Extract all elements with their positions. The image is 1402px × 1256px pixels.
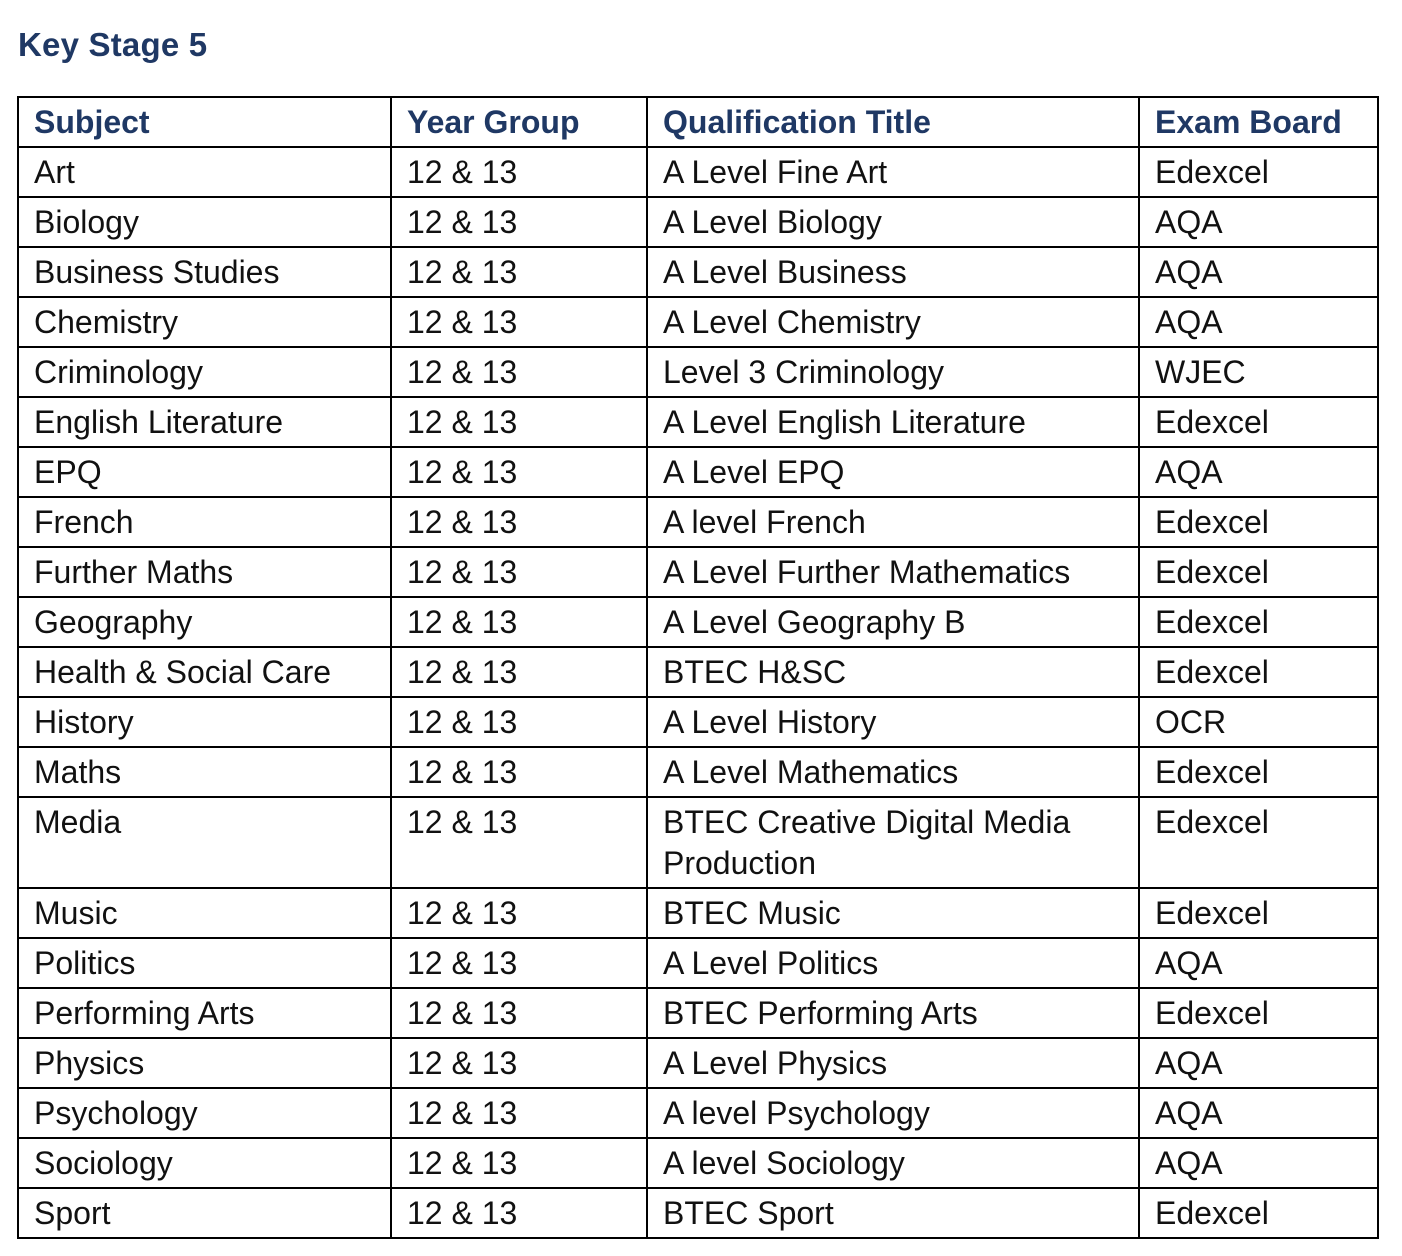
cell-exam-board: Edexcel xyxy=(1139,988,1378,1038)
cell-year-group: 12 & 13 xyxy=(391,597,647,647)
cell-subject: Geography xyxy=(18,597,391,647)
cell-subject: History xyxy=(18,697,391,747)
cell-exam-board: AQA xyxy=(1139,1038,1378,1088)
cell-subject: Sport xyxy=(18,1188,391,1238)
table-row xyxy=(18,197,1378,247)
cell-qualification-title: A Level Mathematics xyxy=(647,747,1139,797)
cell-qualification-title: A Level English Literature xyxy=(647,397,1139,447)
cell-exam-board: Edexcel xyxy=(1139,497,1378,547)
table-row xyxy=(18,697,1378,747)
cell-subject: Business Studies xyxy=(18,247,391,297)
cell-exam-board: Edexcel xyxy=(1139,797,1378,888)
cell-subject: Media xyxy=(18,797,391,888)
cell-year-group: 12 & 13 xyxy=(391,888,647,938)
table-row xyxy=(18,1088,1378,1138)
cell-subject: Physics xyxy=(18,1038,391,1088)
cell-qualification-title: A level Sociology xyxy=(647,1138,1139,1188)
cell-subject: Health & Social Care xyxy=(18,647,391,697)
table-row xyxy=(18,647,1378,697)
cell-year-group: 12 & 13 xyxy=(391,347,647,397)
table-row xyxy=(18,888,1378,938)
header-subject: Subject xyxy=(18,97,391,147)
cell-year-group: 12 & 13 xyxy=(391,938,647,988)
cell-exam-board: AQA xyxy=(1139,938,1378,988)
cell-year-group: 12 & 13 xyxy=(391,447,647,497)
table-row xyxy=(18,347,1378,397)
cell-year-group: 12 & 13 xyxy=(391,697,647,747)
cell-qualification-title: Level 3 Criminology xyxy=(647,347,1139,397)
cell-year-group: 12 & 13 xyxy=(391,1138,647,1188)
table-row xyxy=(18,1188,1378,1238)
cell-subject: Music xyxy=(18,888,391,938)
table-row xyxy=(18,497,1378,547)
cell-year-group: 12 & 13 xyxy=(391,247,647,297)
table-row xyxy=(18,597,1378,647)
table-row xyxy=(18,547,1378,597)
cell-subject: Further Maths xyxy=(18,547,391,597)
cell-exam-board: Edexcel xyxy=(1139,547,1378,597)
table-row xyxy=(18,1138,1378,1188)
cell-exam-board: AQA xyxy=(1139,247,1378,297)
cell-exam-board: AQA xyxy=(1139,297,1378,347)
cell-year-group: 12 & 13 xyxy=(391,147,647,197)
cell-exam-board: Edexcel xyxy=(1139,397,1378,447)
header-qualification-title: Qualification Title xyxy=(647,97,1139,147)
cell-qualification-title: A Level History xyxy=(647,697,1139,747)
table-row xyxy=(18,747,1378,797)
cell-year-group: 12 & 13 xyxy=(391,547,647,597)
cell-year-group: 12 & 13 xyxy=(391,1088,647,1138)
cell-subject: Performing Arts xyxy=(18,988,391,1038)
table-row xyxy=(18,247,1378,297)
cell-exam-board: Edexcel xyxy=(1139,888,1378,938)
cell-year-group: 12 & 13 xyxy=(391,1188,647,1238)
cell-qualification-title: BTEC Performing Arts xyxy=(647,988,1139,1038)
cell-subject: Psychology xyxy=(18,1088,391,1138)
cell-qualification-title: A Level Politics xyxy=(647,938,1139,988)
cell-subject: Criminology xyxy=(18,347,391,397)
cell-exam-board: AQA xyxy=(1139,197,1378,247)
cell-qualification-title: BTEC H&SC xyxy=(647,647,1139,697)
cell-qualification-title: A Level Biology xyxy=(647,197,1139,247)
table-row xyxy=(18,797,1378,888)
page-title: Key Stage 5 xyxy=(18,26,208,63)
cell-exam-board: Edexcel xyxy=(1139,147,1378,197)
cell-subject: French xyxy=(18,497,391,547)
table-row xyxy=(18,297,1378,347)
cell-subject: Sociology xyxy=(18,1138,391,1188)
cell-qualification-title: A Level EPQ xyxy=(647,447,1139,497)
table-row xyxy=(18,1038,1378,1088)
cell-exam-board: AQA xyxy=(1139,1088,1378,1138)
cell-year-group: 12 & 13 xyxy=(391,797,647,888)
cell-qualification-title: A Level Physics xyxy=(647,1038,1139,1088)
cell-qualification-title: BTEC Creative Digital Media Production xyxy=(647,797,1139,888)
cell-exam-board: AQA xyxy=(1139,1138,1378,1188)
header-year-group: Year Group xyxy=(391,97,647,147)
table-row xyxy=(18,988,1378,1038)
cell-subject: EPQ xyxy=(18,447,391,497)
table-row xyxy=(18,397,1378,447)
cell-exam-board: Edexcel xyxy=(1139,1188,1378,1238)
table-row xyxy=(18,147,1378,197)
cell-exam-board: AQA xyxy=(1139,447,1378,497)
cell-year-group: 12 & 13 xyxy=(391,747,647,797)
table-row xyxy=(18,938,1378,988)
cell-qualification-title: A level French xyxy=(647,497,1139,547)
cell-year-group: 12 & 13 xyxy=(391,497,647,547)
cell-qualification-title: A Level Further Mathematics xyxy=(647,547,1139,597)
cell-year-group: 12 & 13 xyxy=(391,297,647,347)
cell-subject: Politics xyxy=(18,938,391,988)
table-row xyxy=(18,447,1378,497)
cell-qualification-title: A level Psychology xyxy=(647,1088,1139,1138)
cell-qualification-title: A Level Geography B xyxy=(647,597,1139,647)
cell-exam-board: Edexcel xyxy=(1139,597,1378,647)
cell-exam-board: WJEC xyxy=(1139,347,1378,397)
cell-qualification-title: BTEC Sport xyxy=(647,1188,1139,1238)
cell-qualification-title: A Level Chemistry xyxy=(647,297,1139,347)
cell-year-group: 12 & 13 xyxy=(391,397,647,447)
cell-exam-board: Edexcel xyxy=(1139,647,1378,697)
cell-year-group: 12 & 13 xyxy=(391,988,647,1038)
cell-exam-board: OCR xyxy=(1139,697,1378,747)
cell-year-group: 12 & 13 xyxy=(391,647,647,697)
cell-subject: English Literature xyxy=(18,397,391,447)
cell-year-group: 12 & 13 xyxy=(391,197,647,247)
cell-subject: Biology xyxy=(18,197,391,247)
header-exam-board: Exam Board xyxy=(1139,97,1378,147)
cell-subject: Chemistry xyxy=(18,297,391,347)
cell-qualification-title: BTEC Music xyxy=(647,888,1139,938)
cell-qualification-title: A Level Business xyxy=(647,247,1139,297)
cell-exam-board: Edexcel xyxy=(1139,747,1378,797)
cell-qualification-title: A Level Fine Art xyxy=(647,147,1139,197)
table-header-row xyxy=(18,97,1378,147)
table-body xyxy=(18,147,1378,1238)
cell-year-group: 12 & 13 xyxy=(391,1038,647,1088)
cell-subject: Art xyxy=(18,147,391,197)
qualifications-table xyxy=(17,96,1379,1239)
cell-subject: Maths xyxy=(18,747,391,797)
